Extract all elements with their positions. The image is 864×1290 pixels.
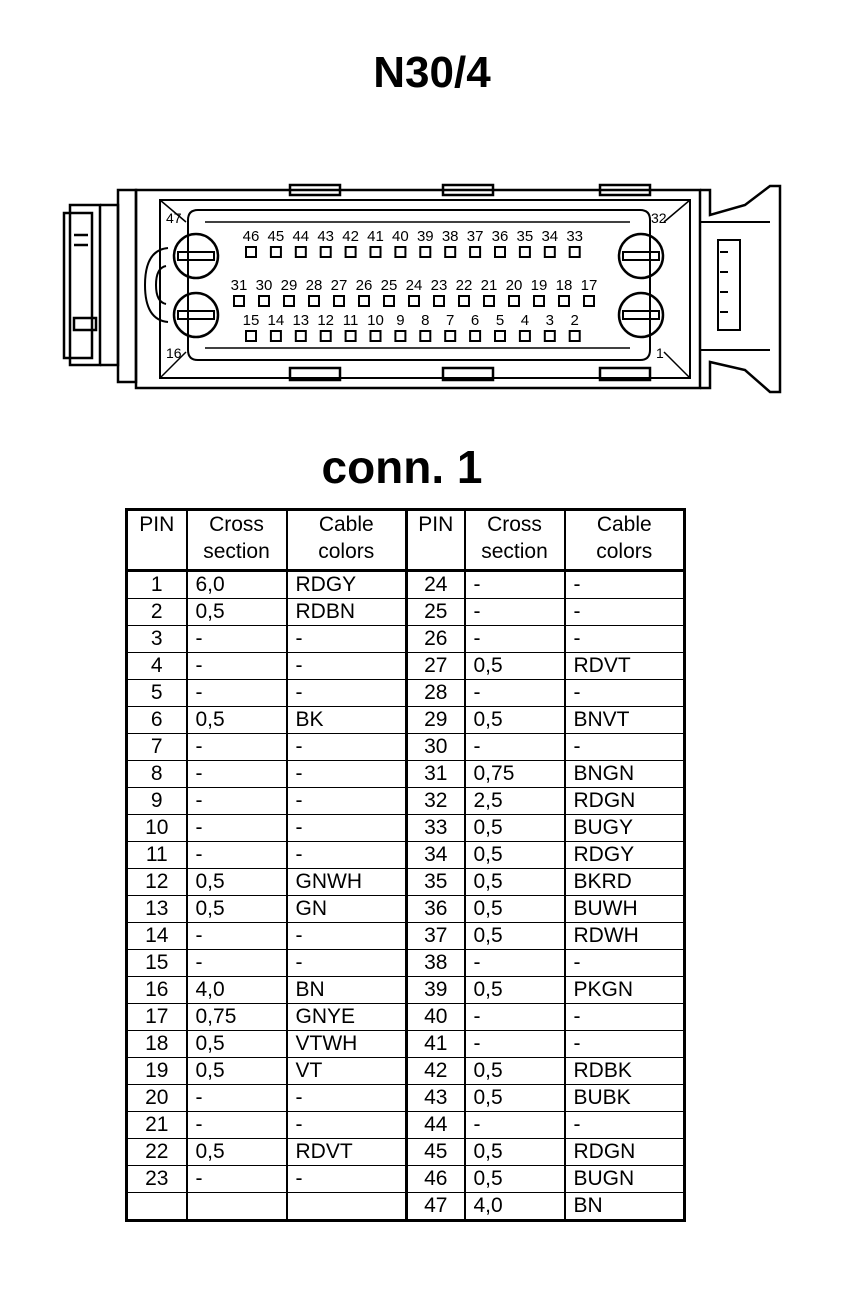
cross-section-cell: 0,5 (187, 1058, 287, 1085)
pin-cell: 22 (127, 1139, 187, 1166)
pin-number-label: 7 (446, 312, 455, 329)
cable-color-cell: BN (565, 1193, 685, 1221)
cable-color-cell: PKGN (565, 977, 685, 1004)
pin-cell: 4 (127, 653, 187, 680)
cross-section-cell: 0,5 (187, 599, 287, 626)
table-row (127, 1085, 685, 1112)
pin-socket (271, 331, 281, 341)
cross-section-cell: 0,5 (465, 896, 565, 923)
pin-socket (246, 331, 256, 341)
table-row (127, 1139, 685, 1166)
pin-socket (309, 296, 319, 306)
pin-socket (334, 296, 344, 306)
table-row (127, 707, 685, 734)
pin-socket (321, 331, 331, 341)
cable-color-cell: - (287, 1112, 407, 1139)
connector-diagram (0, 0, 864, 430)
cable-color-cell: - (565, 1112, 685, 1139)
pin-cell: 13 (127, 896, 187, 923)
pin-socket (296, 331, 306, 341)
cable-color-cell: - (287, 680, 407, 707)
cross-section-cell: - (465, 626, 565, 653)
table-row (127, 599, 685, 626)
pin-number-label: 38 (441, 228, 459, 245)
pin-number-label: 44 (292, 228, 310, 245)
pin-socket (445, 247, 455, 257)
pin-cell: 20 (127, 1085, 187, 1112)
pin-cell: 45 (407, 1139, 465, 1166)
cross-section-cell: - (465, 1112, 565, 1139)
cable-color-cell: - (565, 1031, 685, 1058)
pin-number-label: 22 (455, 277, 473, 294)
pin-socket (534, 296, 544, 306)
cable-color-cell: RDVT (565, 653, 685, 680)
pin-cell: 27 (407, 653, 465, 680)
cable-color-cell: - (565, 626, 685, 653)
pin-number-label: 20 (505, 277, 523, 294)
corner-label-bottom-left: 16 (166, 345, 182, 361)
cross-section-cell: - (187, 1112, 287, 1139)
pin-socket (259, 296, 269, 306)
cross-section-cell: - (187, 950, 287, 977)
table-row (127, 923, 685, 950)
pin-cell: 47 (407, 1193, 465, 1221)
pin-socket (570, 331, 580, 341)
pin-number-label: 33 (566, 228, 584, 245)
cross-section-cell: - (187, 1085, 287, 1112)
cross-section-cell: 0,5 (187, 869, 287, 896)
pin-cell: 41 (407, 1031, 465, 1058)
table-row (127, 653, 685, 680)
cross-section-cell: 0,5 (187, 1031, 287, 1058)
pin-number-label: 45 (267, 228, 285, 245)
cable-color-cell: GNYE (287, 1004, 407, 1031)
table-row (127, 1058, 685, 1085)
pin-cell: 43 (407, 1085, 465, 1112)
cable-color-cell: - (287, 1085, 407, 1112)
pin-table (125, 508, 686, 1222)
pin-socket (395, 331, 405, 341)
pin-socket (371, 331, 381, 341)
pin-cell: 8 (127, 761, 187, 788)
cross-section-cell: - (465, 599, 565, 626)
pin-number-label: 12 (317, 312, 335, 329)
corner-label-bottom-right: 1 (656, 345, 664, 361)
pin-cell: 32 (407, 788, 465, 815)
pin-socket (545, 247, 555, 257)
pin-cell: 6 (127, 707, 187, 734)
pin-number-label: 3 (545, 312, 554, 329)
pin-number-label: 40 (392, 228, 409, 245)
cross-section-cell: 0,5 (465, 815, 565, 842)
pin-socket (359, 296, 369, 306)
cable-color-cell: VT (287, 1058, 407, 1085)
pin-number-label: 21 (480, 277, 498, 294)
cable-color-cell: RDGY (287, 571, 407, 599)
cable-color-cell: RDGY (565, 842, 685, 869)
cross-section-cell: - (187, 842, 287, 869)
cable-color-cell: BUBK (565, 1085, 685, 1112)
cross-section-cell: 0,5 (465, 869, 565, 896)
pin-cell: 1 (127, 571, 187, 599)
cable-color-cell: - (287, 923, 407, 950)
cross-section-cell: 4,0 (187, 977, 287, 1004)
pin-number-label: 41 (367, 228, 384, 245)
pin-socket (470, 247, 480, 257)
cable-color-cell: - (565, 571, 685, 599)
pin-cell: 17 (127, 1004, 187, 1031)
cable-color-cell: - (287, 653, 407, 680)
cross-section-cell: 0,5 (465, 842, 565, 869)
cable-color-cell: GN (287, 896, 407, 923)
cross-section-cell: - (187, 1166, 287, 1193)
pin-socket (445, 331, 455, 341)
cross-section-cell: 0,5 (465, 1085, 565, 1112)
table-row (127, 977, 685, 1004)
cable-color-cell: BNVT (565, 707, 685, 734)
table-row (127, 1004, 685, 1031)
cable-color-cell: BNGN (565, 761, 685, 788)
table-row (127, 1166, 685, 1193)
cable-color-cell: BK (287, 707, 407, 734)
cable-color-cell: - (287, 761, 407, 788)
pin-number-label: 37 (466, 228, 484, 245)
cable-color-cell: RDGN (565, 1139, 685, 1166)
header-cable-colors: Cable colors (287, 510, 407, 571)
cross-section-cell: 0,5 (187, 707, 287, 734)
pin-number-label: 42 (342, 228, 359, 245)
pin-cell: 39 (407, 977, 465, 1004)
pin-number-label: 36 (491, 228, 509, 245)
pin-cell: 21 (127, 1112, 187, 1139)
table-row (127, 842, 685, 869)
connector-label: conn. 1 (321, 441, 483, 493)
cross-section-cell: 0,5 (465, 1058, 565, 1085)
cross-section-cell: - (465, 1004, 565, 1031)
pin-number-label: 25 (380, 277, 398, 294)
pin-number-label: 13 (292, 312, 310, 329)
pin-number-label: 39 (416, 228, 434, 245)
pin-cell: 29 (407, 707, 465, 734)
pin-cell: 35 (407, 869, 465, 896)
pin-number-label: 17 (580, 277, 598, 294)
header-cross-section: Cross section (187, 510, 287, 571)
cable-color-cell (287, 1193, 407, 1221)
cable-color-cell: - (287, 842, 407, 869)
pin-cell: 34 (407, 842, 465, 869)
cross-section-cell: - (465, 571, 565, 599)
header-pin: PIN (127, 510, 187, 571)
pin-socket (495, 247, 505, 257)
pin-cell: 18 (127, 1031, 187, 1058)
pin-number-label: 11 (342, 312, 359, 329)
pin-number-label: 2 (570, 312, 579, 329)
pin-cell: 36 (407, 896, 465, 923)
cross-section-cell: - (187, 788, 287, 815)
pin-socket (509, 296, 519, 306)
pin-cell: 37 (407, 923, 465, 950)
cable-color-cell: VTWH (287, 1031, 407, 1058)
table-row (127, 896, 685, 923)
table-row (127, 571, 685, 599)
pin-number-label: 19 (530, 277, 548, 294)
pin-cell: 25 (407, 599, 465, 626)
pin-cell: 12 (127, 869, 187, 896)
cable-color-cell: - (287, 950, 407, 977)
cross-section-cell: 0,5 (187, 1139, 287, 1166)
pin-cell: 28 (407, 680, 465, 707)
cable-color-cell: RDGN (565, 788, 685, 815)
pin-number-label: 28 (305, 277, 323, 294)
cross-section-cell: - (187, 626, 287, 653)
pin-socket (559, 296, 569, 306)
pin-socket (470, 331, 480, 341)
pin-cell: 44 (407, 1112, 465, 1139)
cross-section-cell: 6,0 (187, 571, 287, 599)
pin-socket (384, 296, 394, 306)
pin-cell: 2 (127, 599, 187, 626)
pin-cell: 16 (127, 977, 187, 1004)
page-title: N30/4 (373, 48, 491, 97)
pin-number-label: 9 (396, 312, 405, 329)
cable-color-cell: - (287, 1166, 407, 1193)
pin-socket (346, 331, 356, 341)
table-row (127, 1112, 685, 1139)
cable-color-cell: RDBK (565, 1058, 685, 1085)
pin-cell: 11 (127, 842, 187, 869)
pin-cell (127, 1193, 187, 1221)
pin-number-label: 46 (242, 228, 260, 245)
pin-cell: 31 (407, 761, 465, 788)
pin-number-label: 4 (520, 312, 530, 329)
pin-socket (584, 296, 594, 306)
pin-cell: 7 (127, 734, 187, 761)
cable-color-cell: RDVT (287, 1139, 407, 1166)
table-row (127, 869, 685, 896)
cable-color-cell: - (287, 626, 407, 653)
pin-socket (420, 331, 430, 341)
pin-socket (459, 296, 469, 306)
table-row (127, 788, 685, 815)
cross-section-cell: 0,5 (465, 1166, 565, 1193)
cross-section-cell (187, 1193, 287, 1221)
cable-color-cell: RDBN (287, 599, 407, 626)
pin-cell: 14 (127, 923, 187, 950)
cable-color-cell: - (565, 734, 685, 761)
pin-socket (296, 247, 306, 257)
pin-cell: 3 (127, 626, 187, 653)
cable-color-cell: - (287, 788, 407, 815)
header-cross-section: Cross section (465, 510, 565, 571)
cable-color-cell: RDWH (565, 923, 685, 950)
cross-section-cell: - (187, 923, 287, 950)
pin-socket (284, 296, 294, 306)
pin-socket (420, 247, 430, 257)
pin-cell: 5 (127, 680, 187, 707)
pin-number-label: 15 (242, 312, 260, 329)
pin-number-label: 35 (516, 228, 534, 245)
cross-section-cell: 0,75 (187, 1004, 287, 1031)
table-row (127, 1193, 685, 1221)
pin-socket (520, 331, 530, 341)
pin-cell: 46 (407, 1166, 465, 1193)
pin-number-label: 8 (421, 312, 430, 329)
cross-section-cell: - (187, 653, 287, 680)
cable-color-cell: - (565, 950, 685, 977)
pin-socket (409, 296, 419, 306)
cross-section-cell: - (187, 815, 287, 842)
pin-cell: 26 (407, 626, 465, 653)
pin-number-label: 27 (330, 277, 348, 294)
table-row (127, 815, 685, 842)
cable-color-cell: BKRD (565, 869, 685, 896)
pin-socket (395, 247, 405, 257)
pin-socket (495, 331, 505, 341)
pin-number-label: 24 (405, 277, 423, 294)
pin-socket (321, 247, 331, 257)
cross-section-cell: - (465, 950, 565, 977)
pin-socket (246, 247, 256, 257)
cross-section-cell: - (465, 1031, 565, 1058)
cable-color-cell: BUGN (565, 1166, 685, 1193)
pin-socket (234, 296, 244, 306)
cross-section-cell: - (465, 734, 565, 761)
pin-number-label: 26 (355, 277, 373, 294)
cross-section-cell: 0,75 (465, 761, 565, 788)
pin-cell: 33 (407, 815, 465, 842)
cable-color-cell: - (565, 599, 685, 626)
cross-section-cell: 2,5 (465, 788, 565, 815)
pin-socket (520, 247, 530, 257)
pin-socket (371, 247, 381, 257)
pin-cell: 24 (407, 571, 465, 599)
pin-number-label: 29 (280, 277, 298, 294)
pin-socket (434, 296, 444, 306)
cross-section-cell: - (187, 734, 287, 761)
cross-section-cell: 4,0 (465, 1193, 565, 1221)
pin-cell: 19 (127, 1058, 187, 1085)
pin-number-label: 5 (495, 312, 505, 329)
cable-color-cell: - (287, 734, 407, 761)
table-header-row (127, 510, 685, 571)
cross-section-cell: 0,5 (465, 923, 565, 950)
pin-number-label: 14 (267, 312, 285, 329)
pin-cell: 42 (407, 1058, 465, 1085)
cross-section-cell: - (465, 680, 565, 707)
cable-color-cell: - (287, 815, 407, 842)
pin-number-label: 43 (317, 228, 335, 245)
cable-color-cell: BUGY (565, 815, 685, 842)
header-cable-colors: Cable colors (565, 510, 685, 571)
pin-number-label: 10 (367, 312, 384, 329)
left-latch (70, 205, 100, 365)
pin-cell: 15 (127, 950, 187, 977)
cross-section-cell: - (187, 680, 287, 707)
cross-section-cell: - (187, 761, 287, 788)
cross-section-cell: 0,5 (465, 1139, 565, 1166)
cross-section-cell: 0,5 (465, 653, 565, 680)
pin-cell: 30 (407, 734, 465, 761)
pin-number-label: 6 (470, 312, 480, 329)
pin-cell: 38 (407, 950, 465, 977)
table-row (127, 680, 685, 707)
cable-color-cell: - (565, 1004, 685, 1031)
cross-section-cell: 0,5 (465, 977, 565, 1004)
header-pin: PIN (407, 510, 465, 571)
cable-color-cell: GNWH (287, 869, 407, 896)
pin-number-label: 34 (541, 228, 559, 245)
pin-socket (484, 296, 494, 306)
cable-color-cell: BUWH (565, 896, 685, 923)
screw (174, 234, 218, 278)
pin-socket (545, 331, 555, 341)
pin-cell: 10 (127, 815, 187, 842)
corner-label-top-left: 47 (166, 210, 182, 226)
table-row (127, 950, 685, 977)
pin-socket (271, 247, 281, 257)
table-row (127, 734, 685, 761)
pin-number-label: 18 (555, 277, 573, 294)
cable-color-cell: - (565, 680, 685, 707)
pin-number-label: 31 (230, 277, 248, 294)
corner-label-top-right: 32 (651, 210, 667, 226)
table-row (127, 1031, 685, 1058)
cable-color-cell: BN (287, 977, 407, 1004)
pin-cell: 9 (127, 788, 187, 815)
pin-cell: 23 (127, 1166, 187, 1193)
pin-socket (570, 247, 580, 257)
table-row (127, 626, 685, 653)
pin-number-label: 30 (255, 277, 273, 294)
cross-section-cell: 0,5 (187, 896, 287, 923)
pin-number-label: 23 (430, 277, 448, 294)
pin-socket (346, 247, 356, 257)
pin-cell: 40 (407, 1004, 465, 1031)
table-row (127, 761, 685, 788)
cross-section-cell: 0,5 (465, 707, 565, 734)
